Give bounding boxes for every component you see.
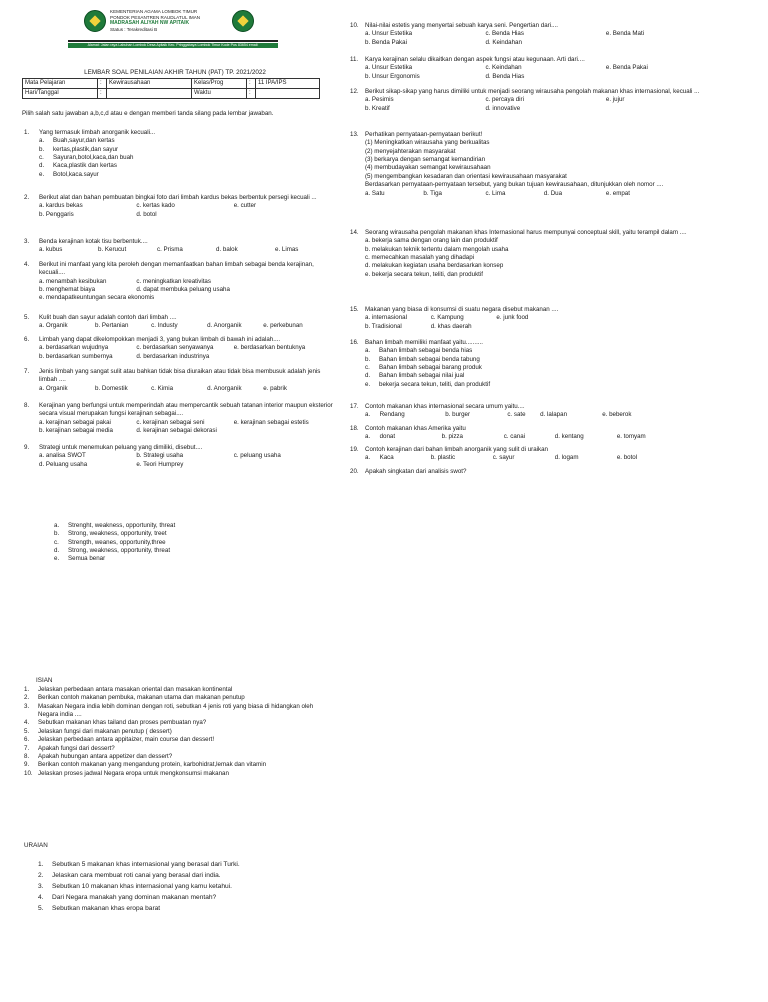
option-letter: a.	[365, 411, 371, 419]
kemenag-logo	[84, 10, 106, 32]
option: b. Unsur Ergonomis	[365, 72, 420, 80]
option: a. berdasarkan wujudnya	[39, 344, 109, 352]
isian-heading: ISIAN	[36, 677, 53, 684]
madrasah-line: MADRASAH ALIYAH NW APITAIK	[110, 20, 190, 27]
option: b. melakukan teknik tertentu dalam mengolah usaha	[365, 245, 509, 253]
question-number: 4.	[24, 261, 30, 268]
question-number: 16.	[350, 339, 359, 346]
info-label: Mata Pelajaran	[23, 79, 98, 89]
option: c. kertas kado	[136, 202, 175, 210]
option: e. perkebunan	[263, 322, 303, 330]
pesantren-line: PONDOK PESANTREN RAUDLATUL IMAN	[110, 14, 201, 20]
question-text: Kerajinan yang berfungsi untuk memperindah atau mempercantik sebuah tatanan interior maupun eksterior secara visual merupakan fungsi kerajinan sebagai....	[39, 402, 333, 418]
question-number: 20.	[350, 468, 359, 475]
info-label: Kelas/Prog	[192, 79, 247, 89]
list-item: 5. Jelaskan fungsi dari makanan penutup ( dessert)	[24, 727, 172, 735]
option: b. menghemat biaya	[39, 286, 96, 294]
option: a. Bahan limbah sebagai benda hias	[365, 347, 473, 355]
statement: (2) menyejahterakan masyarakat	[365, 147, 456, 155]
option: c. sayur	[492, 454, 515, 462]
question-text: Berikut ini manfaat yang kita peroleh dengan memanfaatkan bahan limbah sebagai benda kerajinan, kecuali....	[39, 261, 314, 277]
question-number: 18.	[350, 425, 359, 432]
question-text: Contoh kerajinan dari bahan limbah anorganik yang sulit di uraikan	[365, 446, 548, 453]
option: a. Buah,sayur,dan kertas	[39, 137, 115, 145]
list-item: 2. Berikan contoh makanan pembuka, makanan utama dan makanan penutup	[24, 694, 245, 702]
question-1	[24, 129, 334, 179]
question-text: Berikut sikap-sikap yang harus dimiliki untuk menjadi seorang wirausaha pengolah makanan khas internasional, kecuali ...	[365, 88, 700, 95]
school-logo	[232, 10, 254, 32]
question-text: Seorang wirausaha pengolah makanan khas Internasional harus mempunyai conceptual skill, yaitu terampil dalam ....	[365, 229, 687, 236]
info-value	[107, 89, 192, 99]
question-text: Contoh makanan khas Amerika yaitu	[365, 425, 466, 432]
statement: (1) Meningkatkan wirausaha yang berkualitas	[365, 139, 490, 147]
option: d. Strong, weakness, opportunity, threat	[54, 547, 171, 555]
question-3	[24, 238, 334, 255]
question-9	[24, 444, 334, 469]
option: d. khas daerah	[430, 322, 472, 330]
option: c. peluang usaha	[233, 452, 281, 460]
option: Rendang	[379, 411, 405, 419]
status-line: Status : Terakreditasi B	[110, 26, 158, 32]
info-colon: :	[98, 79, 107, 89]
option: Kaca	[379, 454, 394, 462]
option: a. analisa SWOT	[39, 452, 86, 460]
question-16	[350, 339, 730, 389]
question-5	[24, 314, 334, 331]
option: c. Industy	[151, 322, 178, 330]
option: e. empat	[605, 189, 630, 197]
option: b. Kerucut	[98, 246, 127, 254]
option: e. Teori Humprey	[136, 460, 184, 468]
question-number: 7.	[24, 368, 30, 375]
option: e. cutter	[233, 202, 257, 210]
option: b. Tiga	[423, 189, 442, 197]
option: e. Semua benar	[54, 555, 106, 563]
question-19	[350, 446, 730, 463]
info-colon: :	[247, 89, 256, 99]
question-number: 8.	[24, 402, 30, 409]
question-13	[350, 131, 730, 198]
option: d. Peluang usaha	[39, 460, 88, 468]
list-item: 3. Sebutkan 10 makanan khas internasional yang kamu ketahui.	[38, 882, 232, 890]
uraian-heading: URAIAN	[24, 842, 48, 849]
option: a. menambah kesibukan	[39, 277, 107, 285]
list-item: 4. Sebutkan makanan khas tailand dan proses pembuatan nya?	[24, 719, 207, 727]
list-item: 9. Berikan contoh makanan yang mengandung protein, karbohidrat,lemak dan vitamin	[24, 761, 267, 769]
question-number: 19.	[350, 446, 359, 453]
option-letter: a.	[365, 454, 371, 462]
question-number: 5.	[24, 314, 30, 321]
question-4	[24, 261, 334, 303]
option: a. Organik	[39, 384, 68, 392]
option: b. Bahan limbah sebagai benda tabung	[365, 355, 480, 363]
option: c. canai	[503, 433, 526, 441]
option: e. mendapatkeuntungan secara ekonomis	[39, 294, 155, 302]
option: c. Benda Hias	[485, 30, 524, 38]
option: donat	[379, 433, 396, 441]
option: e. Botol,kaca.sayur	[39, 170, 99, 178]
option: a. Satu	[365, 189, 385, 197]
option: a. kardus bekas	[39, 202, 83, 210]
statement: (4) membudayakan semangat kewirausahaan	[365, 164, 491, 172]
isian-list	[24, 686, 424, 778]
option: c. Lima	[485, 189, 506, 197]
option: c. percaya diri	[485, 96, 524, 104]
option: e. junk food	[496, 314, 529, 322]
letterhead-address: Alamat: Jalan raya Labuhan Lombok Desa Apitaik Kec. Pringgabaya Lombok Timur Kode Pos 83654 email: manwapitaik@gmail.com	[68, 43, 278, 48]
option: c. berdasarkan senyawanya	[136, 344, 214, 352]
question-number: 3.	[24, 238, 30, 245]
question-text: Bahan limbah memiliki manfaat yaitu..........	[365, 339, 483, 346]
question-18	[350, 425, 730, 442]
option: c. Keindahan	[485, 64, 522, 72]
option: d. Keindahan	[485, 38, 522, 46]
question-14	[350, 229, 730, 279]
option: c. memecahkan masalah yang dihadapi	[365, 254, 475, 262]
option: c. sate	[507, 411, 526, 419]
info-value	[256, 89, 320, 99]
option: e. botol	[616, 454, 638, 462]
question-text: Karya kerajinan selalu dikaitkan dengan aspek fungsi atau kegunaan. Arti dari....	[365, 56, 585, 63]
option: d. Dua	[543, 189, 563, 197]
ministry-line: KEMENTERIAN AGAMA LOMBOK TIMUR	[110, 9, 198, 14]
question-10	[350, 22, 730, 47]
letterhead	[110, 9, 230, 32]
question-text: Apakah singkatan dari analisis swot?	[365, 468, 467, 475]
option: b. berdasarkan sumbernya	[39, 352, 113, 360]
option: d. dapat membuka peluang usaha	[136, 286, 230, 294]
option: e. Limas	[275, 246, 299, 254]
question-11	[350, 56, 730, 81]
option: b. Domestik	[95, 384, 128, 392]
question-text: Perhatikan pernyataan-pernyataan berikut!	[365, 131, 483, 138]
question-number: 11.	[350, 56, 359, 63]
option: d. Anorganik	[207, 322, 242, 330]
option: b. burger	[445, 411, 471, 419]
list-item: 10. Jelaskan proses jadwal Negara eropa untuk mengkonsumsi makanan	[24, 769, 229, 777]
option: b. kertas,plastik,dan sayur	[39, 145, 118, 153]
option: e. berdasarkan bentuknya	[233, 344, 306, 352]
list-item: 5. Sebutkan makanan khas eropa barat	[38, 904, 161, 912]
option-letter: a.	[365, 433, 371, 441]
option: d. botol	[136, 210, 157, 218]
question-20	[350, 468, 730, 476]
option: a. bekerja sama dengan orang lain dan produktif	[365, 237, 498, 245]
list-item: 7. Apakah fungsi dari dessert?	[24, 744, 115, 752]
option: d. balok	[216, 246, 238, 254]
exam-info-table	[22, 78, 320, 99]
option: d. Bahan limbah sebagai nilai jual	[365, 372, 465, 380]
option: e. beberok	[602, 411, 632, 419]
swot-options	[54, 522, 314, 564]
option: e. tomyam	[616, 433, 646, 441]
question-number: 17.	[350, 403, 359, 410]
question-7	[24, 368, 334, 393]
question-number: 12.	[350, 88, 359, 95]
option: c. Strength, weanes, opportunity,three	[54, 538, 166, 546]
option: d. kentang	[554, 433, 584, 441]
option: a. Unsur Estetika	[365, 64, 413, 72]
option: a. internasional	[365, 314, 407, 322]
option: d. lalapan	[540, 411, 568, 419]
info-value: Kewirausahaan	[107, 79, 192, 89]
info-colon: :	[98, 89, 107, 99]
question-2	[24, 194, 334, 219]
option: d. Kaca,plastik dan kertas	[39, 162, 117, 170]
option: e. bekerja secara tekun, teliti, dan produktif	[365, 380, 491, 388]
question-12	[350, 88, 730, 113]
option: b. Kreatif	[365, 104, 390, 112]
option: c. Kampung	[430, 314, 464, 322]
option: a. Unsur Estetika	[365, 30, 413, 38]
statement: (3) berkarya dengan semangat kemandirian	[365, 156, 486, 164]
option: e. kerajinan sebagai estetis	[233, 418, 309, 426]
option: a. kerajinan sebagai pakai	[39, 418, 111, 426]
uraian-list	[38, 860, 438, 914]
option: c. kerajinan sebagai seni	[136, 418, 205, 426]
option: e. pabrik	[263, 384, 287, 392]
option: b. Penggaris	[39, 210, 74, 218]
question-number: 14.	[350, 229, 359, 236]
option: e. bekerja secara tekun, teliti, dan produktif	[365, 270, 483, 278]
question-number: 1.	[24, 129, 30, 136]
list-item: 1. Jelaskan perbedaan antara masakan oriental dan masakan kontinental	[24, 686, 233, 693]
info-value: 11 IPA/IPS	[256, 79, 320, 89]
question-number: 6.	[24, 336, 30, 343]
question-text: Berikut alat dan bahan pembuatan bingkai foto dari limbah kardus bekas berbentuk persegi kecuali ...	[39, 194, 317, 201]
question-number: 9.	[24, 444, 30, 451]
option: c. Prisma	[157, 246, 183, 254]
option: a. Strenght, weakness, opportunity, threat	[54, 522, 176, 529]
list-item: 6. Jelaskan perbedaan antara appitaizer, main course dan dessert!	[24, 736, 215, 744]
list-item: 8. Apakah hubungan antara appetizer dan dessert?	[24, 752, 173, 760]
page-title: LEMBAR SOAL PENILAIAN AKHIR TAHUN (PAT) TP. 2021/2022	[84, 69, 266, 76]
question-8	[24, 402, 334, 435]
option: b. Tradisional	[365, 322, 402, 330]
question-6	[24, 336, 334, 361]
list-item: 1. Sebutkan 5 makanan khas internasional yang berasal dari Turki.	[38, 861, 240, 868]
question-15	[350, 306, 730, 331]
option: b. kerajinan sebagai media	[39, 427, 113, 435]
option: d. Benda Hias	[485, 72, 525, 80]
option: d. logam	[554, 454, 579, 462]
option: d. Anorganik	[207, 384, 242, 392]
list-item: 4. Dari Negara manakah yang dominan makanan mentah?	[38, 893, 217, 901]
option: c. Sayuran,botol,kaca,dan buah	[39, 154, 134, 162]
question-text: Nilai-nilai estetis yang menyertai sebuah karya seni. Pengertian dari....	[365, 22, 558, 29]
statement: Berdasarkan pernyataan-pernyataan tersebut, yang bukan tujuan kewirausahaan, ditunjukkan oleh nomor ....	[365, 181, 664, 189]
instructions: Pilih salah satu jawaban a,b,c,d atau e dengan memberi tanda silang pada lembar jawaban.	[22, 110, 274, 117]
option: e. Benda Mati	[605, 30, 645, 38]
question-text: Makanan yang biasa di konsumsi di suatu negara disebut makanan ....	[365, 306, 559, 313]
letterhead-divider	[68, 40, 278, 42]
option: d. melakukan kegiatan usaha berdasarkan konsep	[365, 262, 504, 270]
option: e. jujur	[605, 96, 625, 104]
list-item: 2. Jelaskan cara membuat roti canai yang berasal dari india.	[38, 871, 221, 879]
option: c. meningkatkan kreativitas	[136, 277, 211, 285]
option: b. Benda Pakai	[365, 38, 407, 46]
info-colon: :	[247, 79, 256, 89]
question-text: Contoh makanan khas internasional secara umum yaitu....	[365, 403, 525, 410]
question-text: Benda kerajinan kotak tisu berbentuk....	[39, 238, 148, 245]
option: b. Pertanian	[95, 322, 129, 330]
option: b. plastic	[430, 454, 456, 462]
option: d. berdasarkan industrinya	[136, 352, 210, 360]
info-label: Hari/Tanggal	[23, 89, 98, 99]
question-number: 13.	[350, 131, 359, 138]
option: e. Benda Pakai	[605, 64, 648, 72]
option: d. innovative	[485, 104, 521, 112]
option: a. Organik	[39, 322, 68, 330]
option: a. Pesimis	[365, 96, 394, 104]
question-text: Jenis limbah yang sangat sulit atau bahkan tidak bisa diuraikan atau tidak bisa membusuk adalah jenis limbah ....	[39, 368, 321, 384]
question-text: Strategi untuk menemukan peluang yang dimiliki, disebut....	[39, 444, 203, 451]
list-item: 3. Masakan Negara india lebih dominan dengan roti, sebutkan 4 jenis roti yang biasa di hidangkan oleh Negara india ....	[24, 702, 314, 719]
question-text: Limbah yang dapat dikelompokkan menjadi 3, yang bukan limbah di bawah ini adalah....	[39, 336, 281, 343]
question-number: 15.	[350, 306, 359, 313]
question-17	[350, 403, 730, 420]
option: c. Bahan limbah sebagai barang produk	[365, 364, 482, 372]
question-text: Yang termasuk limbah anorganik kecuali...	[39, 129, 156, 136]
question-number: 10.	[350, 22, 359, 29]
option: a. kubus	[39, 246, 63, 254]
info-label: Waktu	[192, 89, 247, 99]
question-text: Kulit buah dan sayur adalah contoh dari limbah ....	[39, 314, 177, 321]
option: b. pizza	[441, 433, 463, 441]
statement: (5) mengembangkan kesadaran dan orientasi kewirausahaan masyarakat	[365, 172, 567, 180]
question-number: 2.	[24, 194, 30, 201]
option: b. Strategi usaha	[136, 452, 184, 460]
option: d. kerajinan sebagai dekorasi	[136, 427, 217, 435]
option: c. Kimia	[151, 384, 174, 392]
option: b. Strong, weakness, opportunity, treet	[54, 530, 167, 538]
